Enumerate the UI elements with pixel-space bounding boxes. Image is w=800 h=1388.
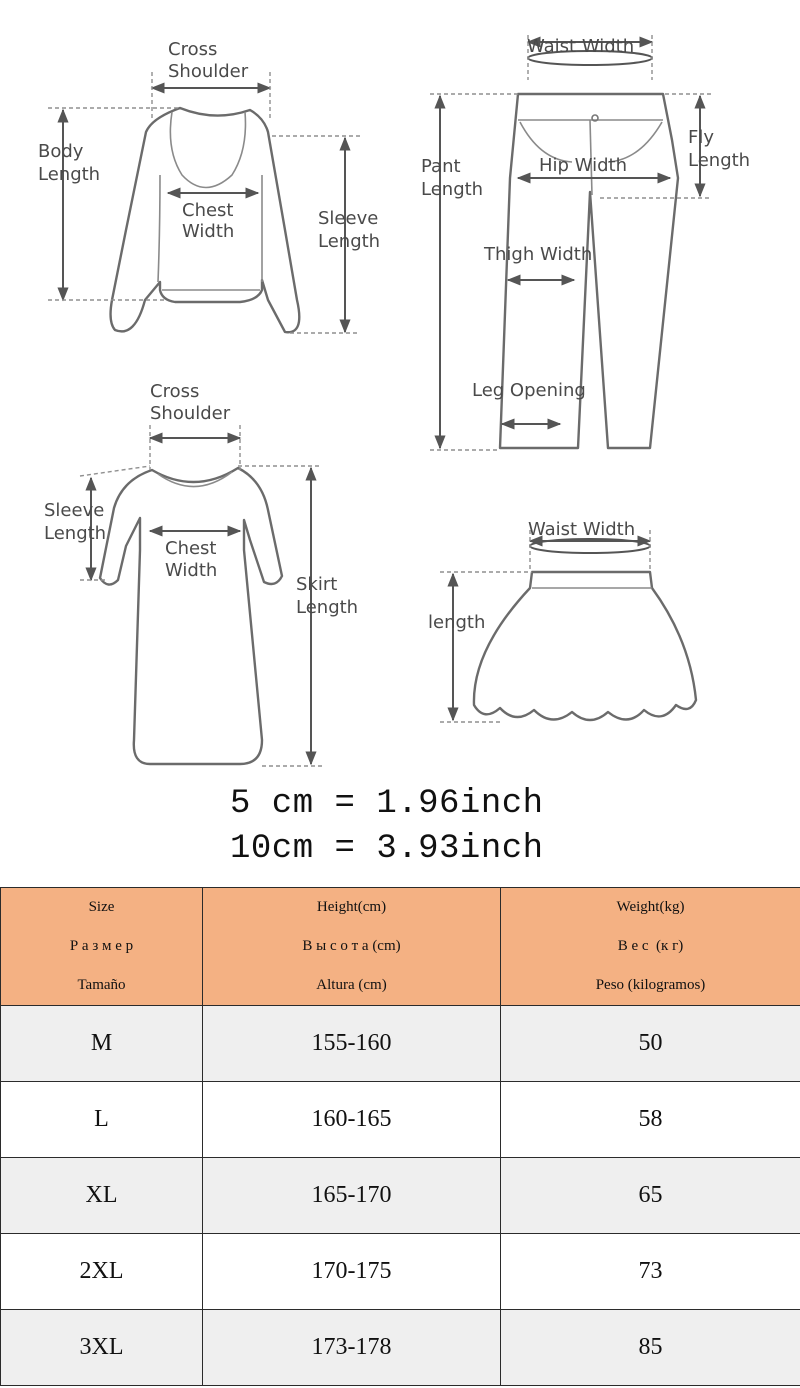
weight-cell: 50 (501, 1006, 800, 1082)
size-cell: 3XL (1, 1310, 203, 1386)
fly-length-label: Fly Length (688, 127, 751, 171)
leg-opening-label: Leg Opening (472, 380, 586, 401)
size-cell: XL (1, 1158, 203, 1234)
size-chart-table (0, 887, 800, 1386)
table-row (1, 1082, 800, 1158)
pants-waist-width-label: Waist Width (527, 36, 635, 57)
size-cell: 2XL (1, 1234, 203, 1310)
height-cell: 170-175 (203, 1234, 501, 1310)
table-row (1, 1006, 800, 1082)
height-cell: 165-170 (203, 1158, 501, 1234)
table-row (1, 1310, 800, 1386)
pant-length-label: Pant Length (421, 156, 484, 200)
body-length-label: Body Length (38, 141, 101, 185)
weight-cell: 73 (501, 1234, 800, 1310)
size-cell: L (1, 1082, 203, 1158)
sleeve-length-label: Sleeve Length (318, 208, 381, 252)
table-header-row (1, 888, 800, 1006)
height-cell: 173-178 (203, 1310, 501, 1386)
dress-cross-shoulder-label: Cross Shoulder (150, 381, 231, 424)
dress-illustration (80, 425, 322, 766)
size-cell: M (1, 1006, 203, 1082)
height-cell: 155-160 (203, 1006, 501, 1082)
skirt-length-measure-label: length (428, 612, 486, 633)
weight-cell: 85 (501, 1310, 800, 1386)
conversion-10cm: 10cm = 3.93inch (230, 830, 544, 868)
table-row (1, 1158, 800, 1234)
dress-sleeve-length-label: Sleeve Length (44, 500, 107, 544)
weight-cell: 65 (501, 1158, 800, 1234)
table-row (1, 1234, 800, 1310)
weight-cell: 58 (501, 1082, 800, 1158)
chest-width-label: Chest Width (182, 200, 235, 242)
header-size: Size Р а з м е р Tamaño (1, 888, 203, 1006)
header-height: Height(cm) В ы с о т а (cm) Altura (cm) (203, 888, 501, 1006)
skirt-length-label: Skirt Length (296, 574, 359, 618)
cross-shoulder-label: Cross Shoulder (168, 39, 249, 82)
height-cell: 160-165 (203, 1082, 501, 1158)
conversion-5cm: 5 cm = 1.96inch (230, 785, 544, 823)
unit-conversions (230, 782, 590, 872)
thigh-width-label: Thigh Width (484, 244, 593, 265)
dress-chest-width-label: Chest Width (165, 538, 218, 581)
header-weight: Weight(kg) В е с (к г) Peso (kilogramos) (501, 888, 800, 1006)
hip-width-label: Hip Width (539, 155, 627, 176)
skirt-waist-width-label: Waist Width (528, 519, 636, 540)
